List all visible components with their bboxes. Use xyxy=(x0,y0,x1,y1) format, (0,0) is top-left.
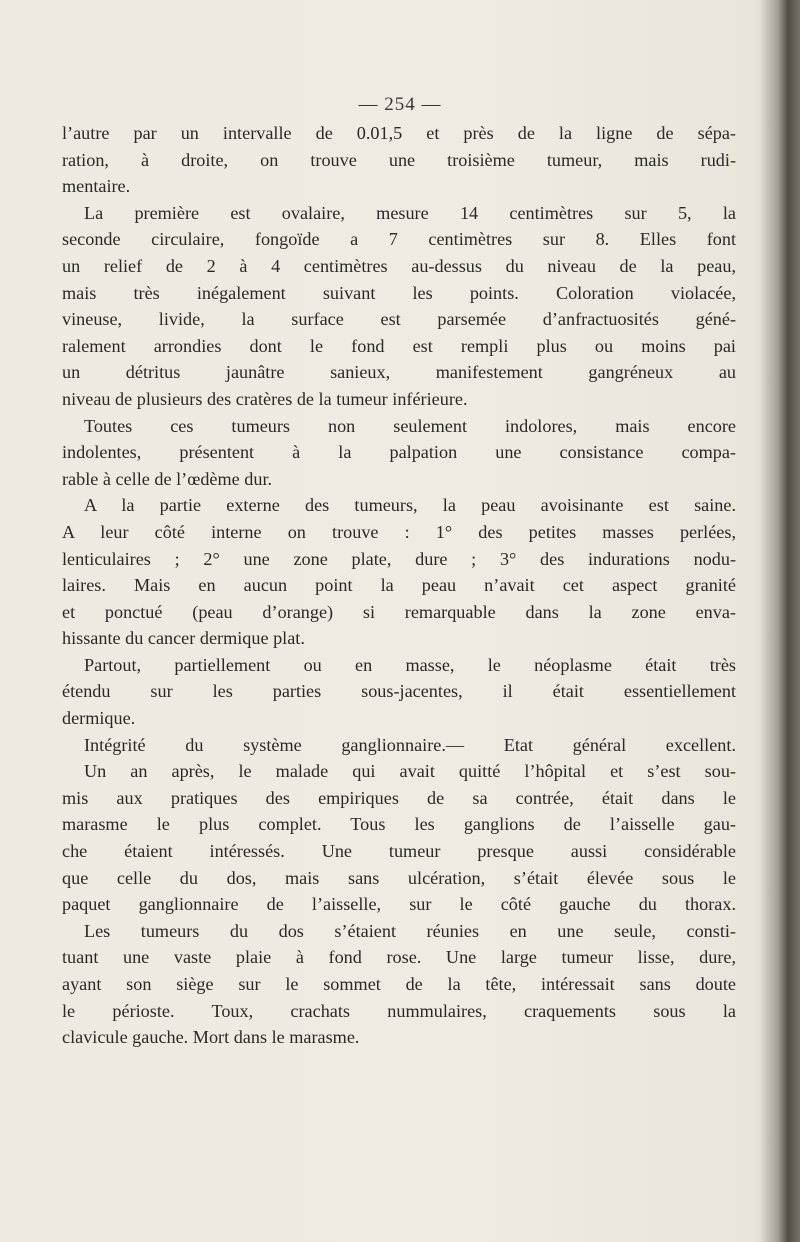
text-line: Partout, partiellement ou en masse, le néoplasme était très xyxy=(84,654,736,675)
text-line: ration, à droite, on trouve une troisième tumeur, mais rudi- xyxy=(62,149,736,170)
text-line: mentaire. xyxy=(62,176,131,197)
text-line: Toutes ces tumeurs non seulement indolores, mais encore xyxy=(84,415,736,436)
text-line: que celle du dos, mais sans ulcération, s’était élevée sous le xyxy=(62,867,736,888)
text-line: indolentes, présentent à la palpation une consistance compa- xyxy=(62,442,736,463)
text-line: tuant une vaste plaie à fond rose. Une large tumeur lisse, dure, xyxy=(62,947,736,968)
text-line: vineuse, livide, la surface est parsemée d’anfractuosités géné- xyxy=(62,309,736,330)
text-line: dermique. xyxy=(62,708,136,729)
text-line: A la partie externe des tumeurs, la peau avoisinante est saine. xyxy=(84,495,736,516)
text-line: Intégrité du système ganglionnaire.— Etat général excellent. xyxy=(84,734,736,755)
text-line: hissante du cancer dermique plat. xyxy=(62,628,305,649)
text-line: rable à celle de l’œdème dur. xyxy=(62,468,273,489)
text-line: le périoste. Toux, crachats nummulaires, craquements sous la xyxy=(62,1000,736,1021)
text-line: Un an après, le malade qui avait quitté l’hôpital et s’est sou- xyxy=(84,761,736,782)
page-number: — 254 — xyxy=(358,94,442,115)
text-line: étendu sur les parties sous-jacentes, il était essentiellement xyxy=(62,681,736,702)
text-line: Les tumeurs du dos s’étaient réunies en une seule, consti- xyxy=(84,920,736,941)
text-line: l’autre par un intervalle de 0.01,5 et près de la ligne de sépa- xyxy=(62,123,736,143)
text-line: seconde circulaire, fongoïde a 7 centimètres sur 8. Elles font xyxy=(62,229,736,250)
body-text xyxy=(62,120,736,1051)
text-line: che étaient intéressés. Une tumeur presque aussi considérable xyxy=(62,841,736,862)
text-line: mais très inégalement suivant les points. Coloration violacée, xyxy=(62,282,736,303)
text-line: laires. Mais en aucun point la peau n’avait cet aspect granité xyxy=(62,575,736,596)
page-binding-shadow xyxy=(760,0,800,1242)
text-line: paquet ganglionnaire de l’aisselle, sur le côté gauche du thorax. xyxy=(62,894,736,915)
text-line: ralement arrondies dont le fond est rempli plus ou moins pai xyxy=(62,335,736,356)
text-line: mis aux pratiques des empiriques de sa contrée, était dans le xyxy=(62,787,736,808)
text-line: marasme le plus complet. Tous les ganglions de l’aisselle gau- xyxy=(62,814,736,835)
text-line: La première est ovalaire, mesure 14 centimètres sur 5, la xyxy=(84,202,736,223)
text-line: un détritus jaunâtre sanieux, manifestement gangréneux au xyxy=(62,362,736,383)
text-line: A leur côté interne on trouve : 1° des petites masses perlées, xyxy=(62,521,736,542)
text-line: un relief de 2 à 4 centimètres au-dessus du niveau de la peau, xyxy=(62,255,736,276)
text-line: et ponctué (peau d’orange) si remarquable dans la zone enva- xyxy=(62,601,736,622)
text-line: lenticulaires ; 2° une zone plate, dure ; 3° des indurations nodu- xyxy=(62,548,736,569)
text-line: clavicule gauche. Mort dans le marasme. xyxy=(62,1027,360,1048)
text-line: niveau de plusieurs des cratères de la tumeur inférieure. xyxy=(62,388,468,409)
text-line: ayant son siège sur le sommet de la tête, intéressait sans doute xyxy=(62,974,736,994)
